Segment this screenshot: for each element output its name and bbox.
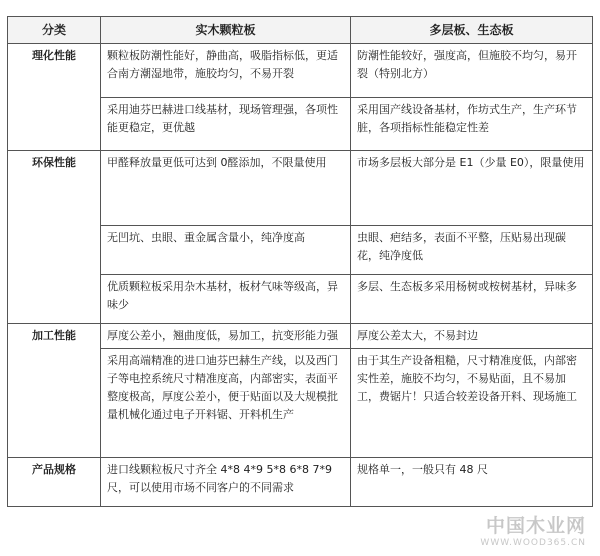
table-cell: 优质颗粒板采用杂木基材，板材气味等级高，异味少 [101, 275, 351, 324]
category-eco: 环保性能 [8, 151, 101, 324]
table-cell: 厚度公差小，翘曲度低，易加工，抗变形能力强 [101, 324, 351, 349]
table-row [8, 324, 593, 349]
table-cell: 市场多层板大部分是 E1（少量 E0），限量使用 [351, 151, 593, 226]
table-row [8, 44, 593, 98]
table-cell: 甲醛释放量更低可达到 0醛添加，不限量使用 [101, 151, 351, 226]
table-cell: 采用迪芬巴赫进口线基材，现场管理强，各项性能更稳定，更优越 [101, 97, 351, 151]
category-spec: 产品规格 [8, 458, 101, 507]
category-processing: 加工性能 [8, 324, 101, 458]
watermark [480, 511, 586, 548]
table-cell: 由于其生产设备粗糙，尺寸精准度低，内部密实性差，施胶不均匀，不易贴面，且不易加工，费锯片！只适合较差设备开料、现场施工 [351, 349, 593, 458]
table-row [8, 151, 593, 226]
table-cell: 规格单一，一般只有 48 尺 [351, 458, 593, 507]
watermark-text: 中国木业网 [485, 515, 586, 537]
table-cell: 采用国产线设备基材，作坊式生产，生产环节脏，各项指标性能稳定性差 [351, 97, 593, 151]
table-cell: 无凹坑、虫眼、重金属含量小，纯净度高 [101, 226, 351, 275]
table-cell: 采用高端精准的进口迪芬巴赫生产线，以及西门子等电控系统尺寸精准度高，内部密实，表面平整度极高，厚度公差小，便于贴面以及大规模批量机械化通过电子开料锯、开料机生产 [101, 349, 351, 458]
table-cell: 颗粒板防潮性能好，静曲高，吸脂指标低，更适合南方潮湿地带，施胶均匀，不易开裂 [101, 44, 351, 98]
table-cell: 进口线颗粒板尺寸齐全 4*8 4*9 5*8 6*8 7*9 尺，可以使用市场不同客户的不同需求 [101, 458, 351, 507]
table-cell: 多层、生态板多采用杨树或桉树基材，异味多 [351, 275, 593, 324]
table-cell: 虫眼、疤结多，表面不平整，压贴易出现碳花，纯净度低 [351, 226, 593, 275]
table-cell: 防潮性能较好，强度高，但施胶不均匀，易开裂（特别北方） [351, 44, 593, 98]
table-row [8, 458, 593, 507]
category-physical: 理化性能 [8, 44, 101, 151]
table-cell: 厚度公差太大，不易封边 [351, 324, 593, 349]
comparison-table [7, 16, 593, 507]
header-category: 分类 [8, 17, 101, 44]
header-multilayer-board: 多层板、生态板 [351, 17, 593, 44]
header-row [8, 17, 593, 44]
watermark-url: WWW.WOOD365.CN [480, 538, 586, 548]
header-solid-wood-board: 实木颗粒板 [101, 17, 351, 44]
